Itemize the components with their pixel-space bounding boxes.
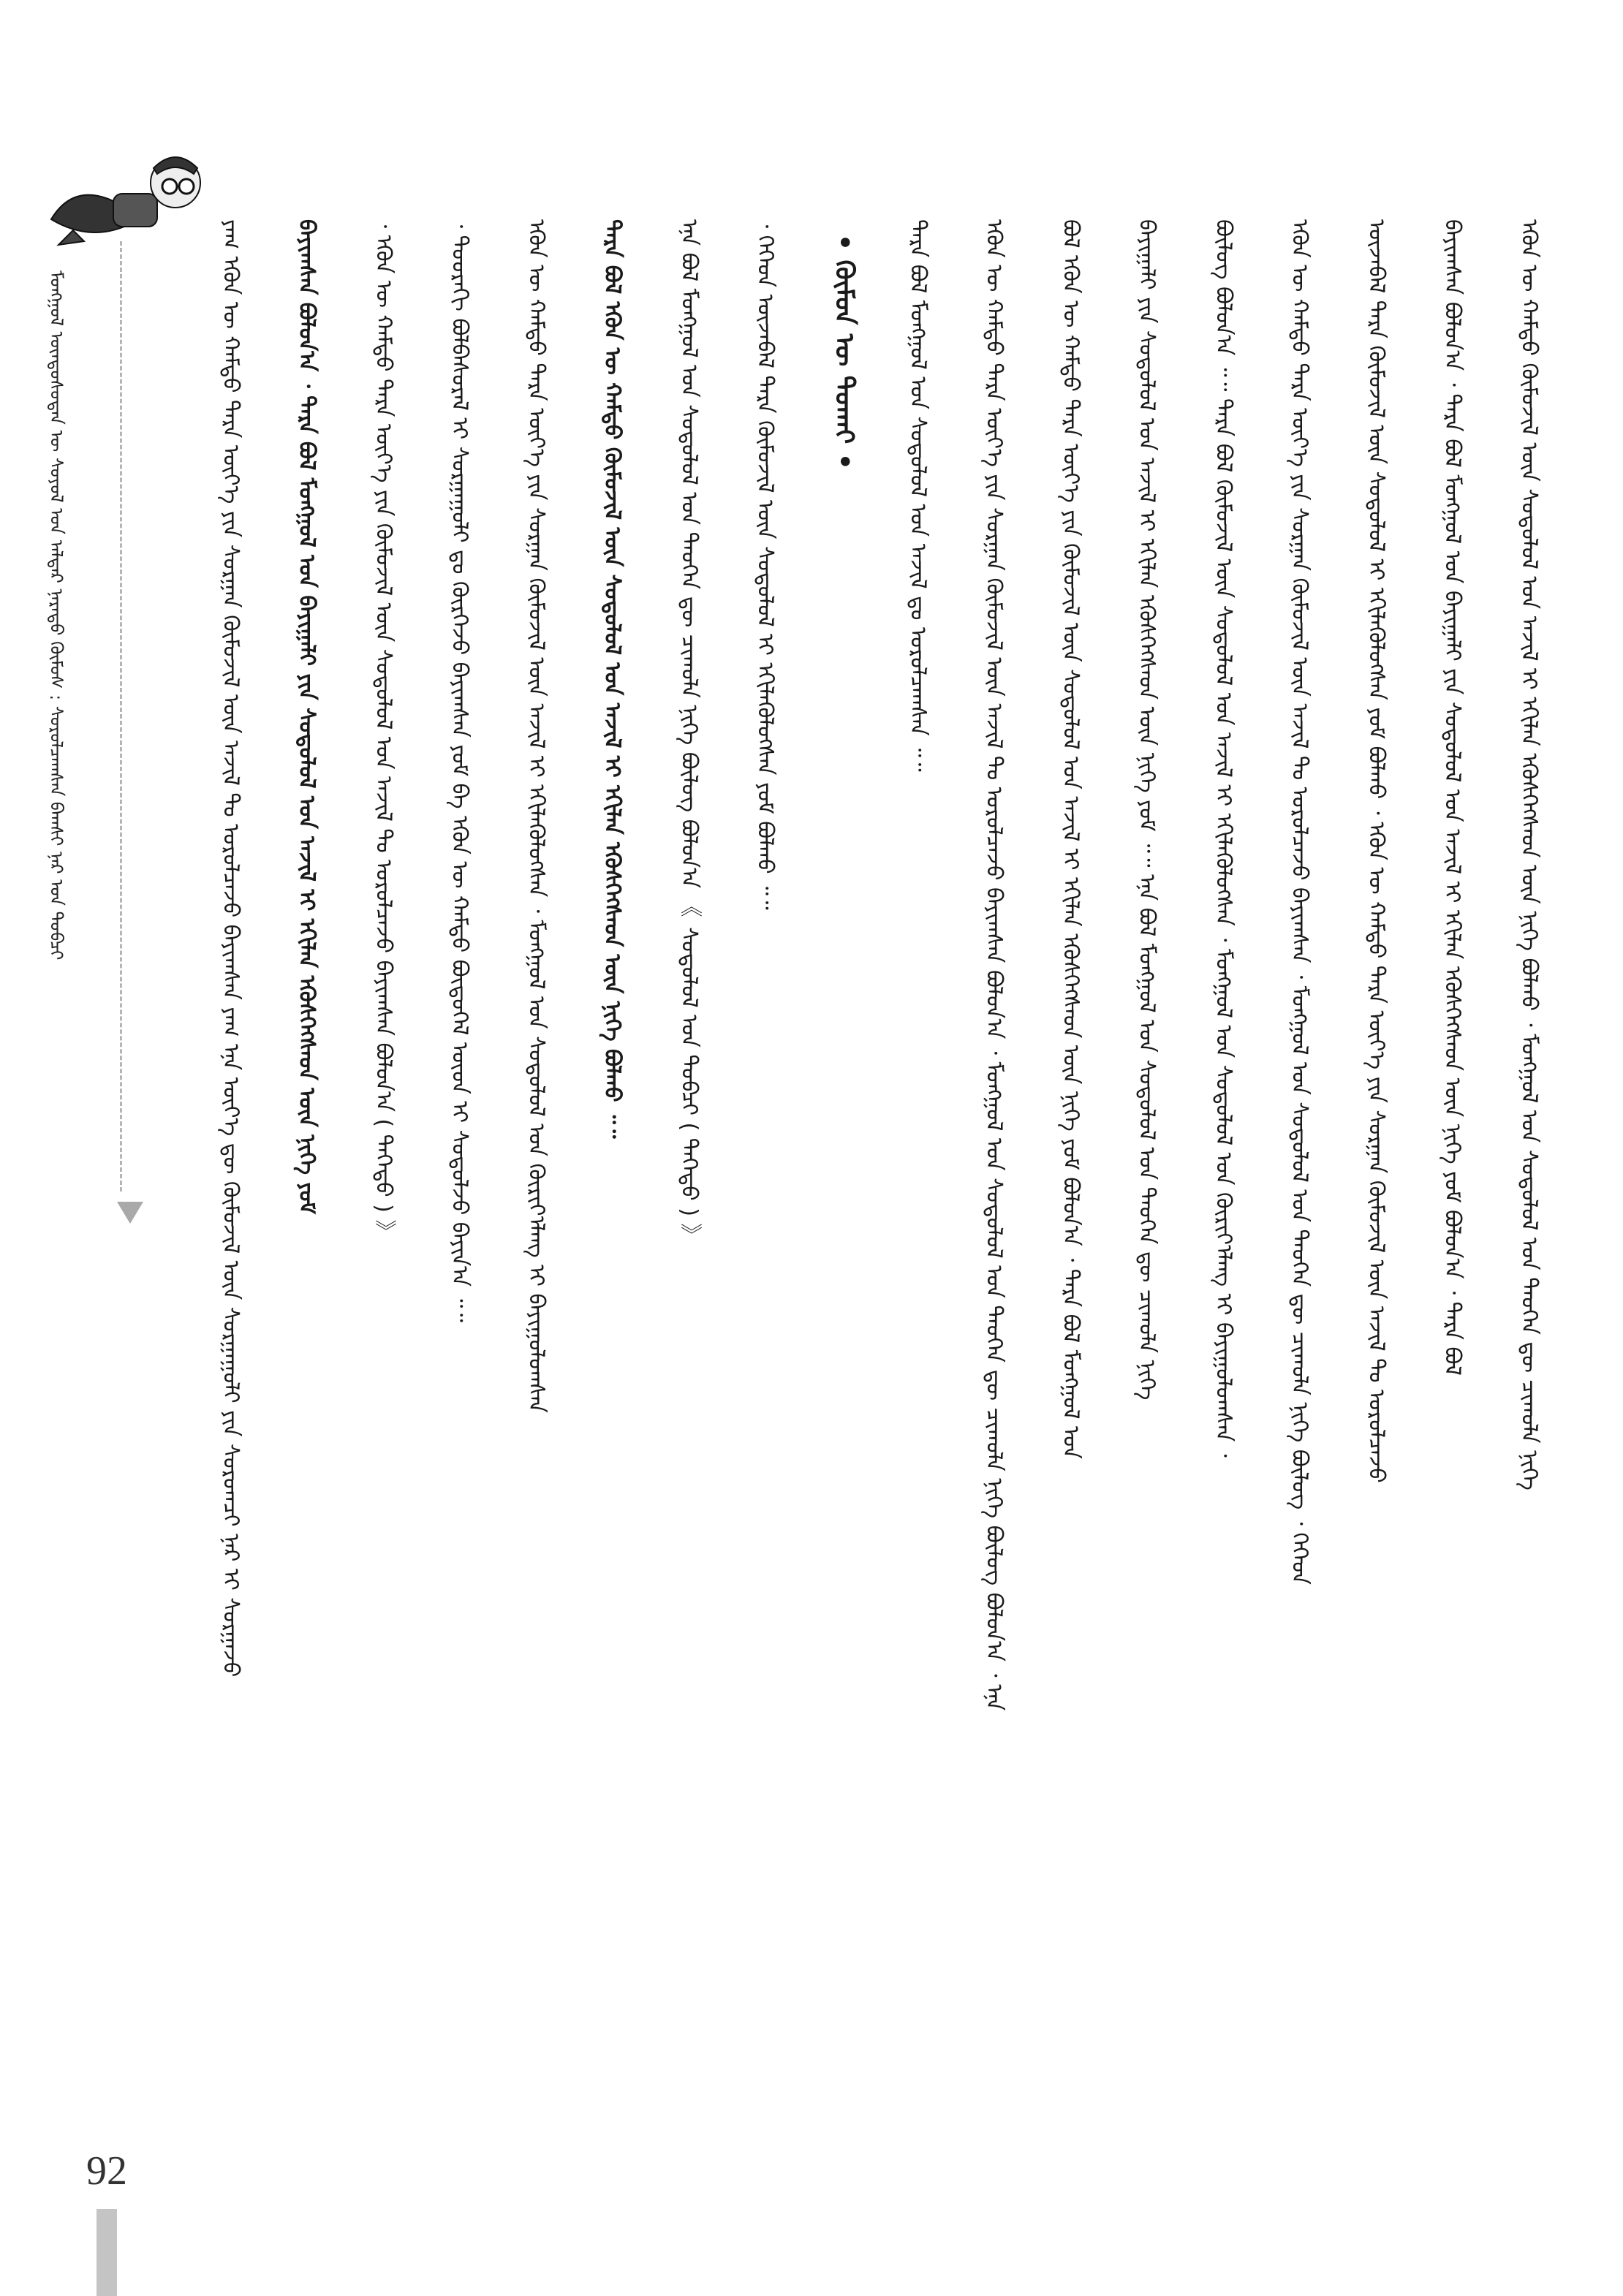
section-heading: • ᠬᠦᠮᠦᠨ ᠦ ᠲᠤᠬᠠᠢ •	[829, 234, 859, 470]
text-column: ᠪᠣᠯ ᠡᠭᠦᠨ ᠦ ᠬᠠᠮᠲᠤ ᠲᠡᠷᠡ ᠦᠶ᠎ᠡ ᠶᠢᠨ ᠬᠦᠮᠦᠵᠢᠯ ᠦᠨ ᠰᠤᠳᠤᠯᠤᠯ ᠤᠨ ᠠᠵᠢᠯ ᠢ ᠡᠬᠢᠯᠡᠨ ᠡᠭᠦᠰᠬᠡᠭᠰᠡᠳ ᠦᠨ ᠨᠢᠭᠡ ᠶᠤᠮ ᠪᠣᠯᠤᠨ᠎ᠠ ᠂ ᠲᠡᠷᠡ ᠪᠣᠯ ᠮᠣᠩᠭᠣᠯ ᠤᠨ	[1058, 219, 1083, 1459]
text-column: ᠪᠠᠶᠢᠭᠠᠯᠢ ᠶᠢᠨ ᠰᠤᠳᠤᠯᠤᠯ ᠤᠨ ᠠᠵᠢᠯ ᠢ ᠡᠬᠢᠯᠡᠨ ᠡᠭᠦᠰᠬᠡᠭᠰᠡᠳ ᠦᠨ ᠨᠢᠭᠡ ᠶᠤᠮ ᠃᠃ ᠡᠨᠡ ᠪᠣᠯ ᠮᠣᠩᠭᠣᠯ ᠤᠨ ᠰᠤᠳᠤᠯᠤᠯ ᠤᠨ ᠲᠡᠦᠬᠡᠨ ᠳᠦ ᠴᠢᠬᠤᠯᠠ ᠨᠢᠭᠡ	[1134, 219, 1159, 1401]
arrow-down-icon	[117, 1202, 143, 1224]
text-column: ᠦᠵᠡᠪᠡᠯ ᠲᠡᠷᠡ ᠬᠦᠮᠦᠵᠢᠯ ᠦᠨ ᠰᠤᠳᠤᠯᠤᠯ ᠢ ᠡᠬᠢᠯᠡᠭᠦᠯᠦᠭᠰᠡᠨ ᠶᠤᠮ ᠪᠣᠯᠬᠤ ᠂ ᠡᠭᠦᠨ ᠦ ᠬᠠᠮᠲᠤ ᠲᠡᠷᠡ ᠦᠶ᠎ᠡ ᠶᠢᠨ ᠰᠤᠷᠭᠠᠨ ᠬᠦᠮᠦᠵᠢᠯ ᠦᠨ ᠠᠵᠢᠯ ᠲᠤ ᠣᠷᠣᠯᠴᠠᠵᠤ	[1363, 219, 1389, 1483]
cartoon-mascot-illustration	[44, 139, 205, 249]
text-column: ᠪᠦᠯᠦᠭ ᠪᠣᠯᠤᠨ᠎ᠠ ᠃᠃ ᠲᠡᠷᠡ ᠪᠣᠯ ᠬᠦᠮᠦᠵᠢᠯ ᠦᠨ ᠰᠤᠳᠤᠯᠤᠯ ᠤᠨ ᠠᠵᠢᠯ ᠢ ᠡᠬᠢᠯᠡᠭᠦᠯᠦᠭᠰᠡᠨ ᠂ ᠮᠣᠩᠭᠣᠯ ᠤᠨ ᠰᠤᠳᠤᠯᠤᠯ ᠤᠨ ᠬᠦᠷᠢᠶ᠎ᠡᠯᠡᠩ ᠢ ᠪᠠᠶᠢᠭᠤᠯᠤᠭᠰᠠᠨ ᠂	[1211, 219, 1236, 1458]
page-side-tab	[97, 2209, 117, 2296]
text-column: ᠂ ᠡᠭᠦᠨ ᠦ ᠬᠠᠮᠲᠤ ᠲᠡᠷᠡ ᠦᠶ᠎ᠡ ᠶᠢᠨ ᠬᠦᠮᠦᠵᠢᠯ ᠦᠨ ᠰᠤᠳᠤᠯᠤᠯ ᠤᠨ ᠠᠵᠢᠯ ᠲᠤ ᠣᠷᠣᠯᠴᠠᠵᠤ ᠪᠠᠶᠢᠭᠰᠠᠨ ᠪᠣᠯᠤᠨ᠎ᠠ ( ᠳᠡᠭᠡᠳᠦ ) 》	[371, 219, 396, 1243]
text-column: ᠪᠠᠶᠢᠭᠰᠠᠨ ᠪᠣᠯᠤᠨ᠎ᠠ ᠂ ᠲᠡᠷᠡ ᠪᠣᠯ ᠮᠣᠩᠭᠣᠯ ᠤᠨ ᠪᠠᠶᠢᠭᠠᠯᠢ ᠶᠢᠨ ᠰᠤᠳᠤᠯᠤᠯ ᠤᠨ ᠠᠵᠢᠯ ᠢ ᠡᠬᠢᠯᠡᠨ ᠡᠭᠦᠰᠬᠡᠭᠰᠡᠳ ᠦᠨ ᠨᠢᠭᠡ ᠶᠤᠮ ᠪᠣᠯᠤᠨ᠎ᠠ ᠂ ᠲᠡᠷᠡ ᠪᠣᠯ	[1439, 219, 1465, 1376]
text-column: ᠡᠭᠦᠨ ᠦ ᠬᠠᠮᠲᠤ ᠲᠡᠷᠡ ᠦᠶ᠎ᠡ ᠶᠢᠨ ᠰᠤᠷᠭᠠᠨ ᠬᠦᠮᠦᠵᠢᠯ ᠦᠨ ᠠᠵᠢᠯ ᠲᠤ ᠣᠷᠣᠯᠴᠠᠵᠤ ᠪᠠᠶᠢᠭᠰᠠᠨ ᠂ ᠮᠣᠩᠭᠣᠯ ᠤᠨ ᠰᠤᠳᠤᠯᠤᠯ ᠤᠨ ᠲᠡᠦᠬᠡᠨ ᠳᠦ ᠴᠢᠬᠤᠯᠠ ᠨᠢᠭᠡ ᠪᠦᠯᠦᠭ ᠂ ᠬᠡᠭᠡᠳ	[1287, 219, 1312, 1585]
page-number: 92	[86, 2148, 127, 2194]
text-column: ᠡᠨᠡ ᠪᠣᠯ ᠮᠣᠩᠭᠣᠯ ᠤᠨ ᠰᠤᠳᠤᠯᠤᠯ ᠤᠨ ᠲᠡᠦᠬᠡᠨ ᠳᠦ ᠴᠢᠬᠤᠯᠠ ᠨᠢᠭᠡ ᠪᠦᠯᠦᠭ ᠪᠣᠯᠤᠨ᠎ᠠ 《 ᠰᠤᠳᠤᠯᠤᠯ ᠤᠨ ᠲᠣᠪᠴᠢ ( ᠳᠡᠭᠡᠳᠦ ) 》	[676, 219, 702, 1247]
text-column: ᠶᠠᠭ ᠡᠭᠦᠨ ᠦ ᠬᠠᠮᠲᠤ ᠲᠡᠷᠡ ᠦᠶ᠎ᠡ ᠶᠢᠨ ᠰᠤᠷᠭᠠᠨ ᠬᠦᠮᠦᠵᠢᠯ ᠦᠨ ᠠᠵᠢᠯ ᠲᠤ ᠣᠷᠣᠯᠴᠠᠵᠤ ᠪᠠᠶᠢᠭᠰᠠᠨ ᠶᠠᠭ ᠡᠨᠡ ᠦᠶ᠎ᠡ ᠳᠦ ᠬᠦᠮᠦᠵᠢᠯ ᠦᠨ ᠰᠤᠷᠭᠠᠭᠤᠯᠢ ᠶᠢᠨ ᠰᠤᠷᠤᠭᠴᠢ ᠨᠠᠷ ᠢ ᠰᠤᠷᠭᠠᠵᠤ	[218, 219, 243, 1678]
text-column: ᠂ ᠳᠣᠣᠷᠠᠬᠢ ᠪᠣᠯᠪᠠᠰᠤᠷᠠᠯ ᠢ ᠰᠤᠷᠭᠠᠭᠤᠯᠢ ᠳᠤ ᠬᠦᠷᠭᠡᠵᠦ ᠪᠠᠶᠢᠭᠰᠠᠨ ᠶᠤᠮ ᠪᠠ ᠡᠭᠦᠨ ᠦ ᠬᠠᠮᠲᠤ ᠪᠦᠲᠦᠭᠡᠯ ᠦᠳ ᠢ ᠰᠤᠳᠤᠯᠵᠤ ᠪᠠᠶᠢᠨ᠎ᠠ ᠃᠃	[447, 219, 472, 1323]
body-text	[212, 219, 1586, 2120]
running-header: ᠮᠣᠩᠭᠣᠯ ᠦᠨᠳᠦᠰᠦᠲᠡᠨ ᠦ ᠰᠣᠶᠣᠯ ᠤᠨ ᠠᠯᠳᠠᠷ ᠨᠡᠷᠡᠲᠦ ᠬᠦᠮᠦᠰ : ᠰᠤᠷᠤᠯᠴᠠᠭᠰᠠᠨ ᠪᠠᠭᠰᠢ ᠨᠠᠷ ᠤᠨ ᠲᠣᠪᠴᠢ	[46, 270, 67, 961]
text-column: ᠪᠠᠶᠢᠭᠰᠠᠨ ᠪᠣᠯᠤᠨ᠎ᠠ ᠂ ᠲᠡᠷᠡ ᠪᠣᠯ ᠮᠣᠩᠭᠣᠯ ᠤᠨ ᠪᠠᠶᠢᠭᠠᠯᠢ ᠶᠢᠨ ᠰᠤᠳᠤᠯᠤᠯ ᠤᠨ ᠠᠵᠢᠯ ᠢ ᠡᠬᠢᠯᠡᠨ ᠡᠭᠦᠰᠬᠡᠭᠰᠡᠳ ᠦᠨ ᠨᠢᠭᠡ ᠶᠤᠮ	[294, 219, 319, 1214]
text-column: ᠡᠭᠦᠨ ᠦ ᠬᠠᠮᠲᠤ ᠲᠡᠷᠡ ᠦᠶ᠎ᠡ ᠶᠢᠨ ᠰᠤᠷᠭᠠᠨ ᠬᠦᠮᠦᠵᠢᠯ ᠦᠨ ᠠᠵᠢᠯ ᠢ ᠡᠬᠢᠯᠡᠭᠦᠯᠦᠭᠰᠡᠨ ᠂ ᠮᠣᠩᠭᠣᠯ ᠤᠨ ᠰᠤᠳᠤᠯᠤᠯ ᠤᠨ ᠬᠦᠷᠢᠶ᠎ᠡᠯᠡᠩ ᠢ ᠪᠠᠶᠢᠭᠤᠯᠤᠭᠰᠠᠨ	[523, 219, 549, 1413]
text-column: ᠲᠡᠷᠡ ᠪᠣᠯ ᠡᠭᠦᠨ ᠦ ᠬᠠᠮᠲᠤ ᠬᠦᠮᠦᠵᠢᠯ ᠦᠨ ᠰᠤᠳᠤᠯᠤᠯ ᠤᠨ ᠠᠵᠢᠯ ᠢ ᠡᠬᠢᠯᠡᠨ ᠡᠭᠦᠰᠬᠡᠭᠰᠡᠳ ᠦᠨ ᠨᠢᠭᠡ ᠪᠣᠯᠬᠤ ᠃᠃	[599, 219, 625, 1139]
header-divider	[120, 241, 122, 1191]
text-column: ᠡᠭᠦᠨ ᠦ ᠬᠠᠮᠲᠤ ᠲᠡᠷᠡ ᠦᠶ᠎ᠡ ᠶᠢᠨ ᠰᠤᠷᠭᠠᠨ ᠬᠦᠮᠦᠵᠢᠯ ᠦᠨ ᠠᠵᠢᠯ ᠲᠤ ᠣᠷᠣᠯᠴᠠᠵᠤ ᠪᠠᠶᠢᠭᠰᠠᠨ ᠪᠣᠯᠤᠨ᠎ᠠ ᠂ ᠮᠣᠩᠭᠣᠯ ᠤᠨ ᠰᠤᠳᠤᠯᠤᠯ ᠤᠨ ᠲᠡᠦᠬᠡᠨ ᠳᠦ ᠴᠢᠬᠤᠯᠠ ᠨᠢᠭᠡ ᠪᠦᠯᠦᠭ ᠪᠣᠯᠤᠨ᠎ᠠ ᠂ ᠡᠨᠡ	[981, 219, 1007, 1711]
text-column: ᠡᠭᠦᠨ ᠦ ᠬᠠᠮᠲᠤ ᠬᠦᠮᠦᠵᠢᠯ ᠦᠨ ᠰᠤᠳᠤᠯᠤᠯ ᠤᠨ ᠠᠵᠢᠯ ᠢ ᠡᠬᠢᠯᠡᠨ ᠡᠭᠦᠰᠬᠡᠭᠰᠡᠳ ᠦᠨ ᠨᠢᠭᠡ ᠪᠣᠯᠬᠤ ᠂ ᠮᠣᠩᠭᠣᠯ ᠤᠨ ᠰᠤᠳᠤᠯᠤᠯ ᠤᠨ ᠲᠡᠦᠬᠡᠨ ᠳᠦ ᠴᠢᠬᠤᠯᠠ ᠨᠢᠭᠡ	[1516, 219, 1542, 1490]
text-column: ᠂ ᠬᠡᠭᠡᠳ ᠦᠵᠡᠪᠡᠯ ᠲᠡᠷᠡ ᠬᠦᠮᠦᠵᠢᠯ ᠦᠨ ᠰᠤᠳᠤᠯᠤᠯ ᠢ ᠡᠬᠢᠯᠡᠭᠦᠯᠦᠭᠰᠡᠨ ᠶᠤᠮ ᠪᠣᠯᠬᠤ ᠃᠃	[752, 219, 778, 910]
text-column: ᠲᠡᠷᠡ ᠪᠣᠯ ᠮᠣᠩᠭᠣᠯ ᠤᠨ ᠰᠤᠳᠤᠯᠤᠯ ᠤᠨ ᠠᠵᠢᠯ ᠳᠤ ᠣᠷᠣᠯᠴᠠᠭᠰᠠᠨ ᠃᠃	[905, 219, 931, 772]
